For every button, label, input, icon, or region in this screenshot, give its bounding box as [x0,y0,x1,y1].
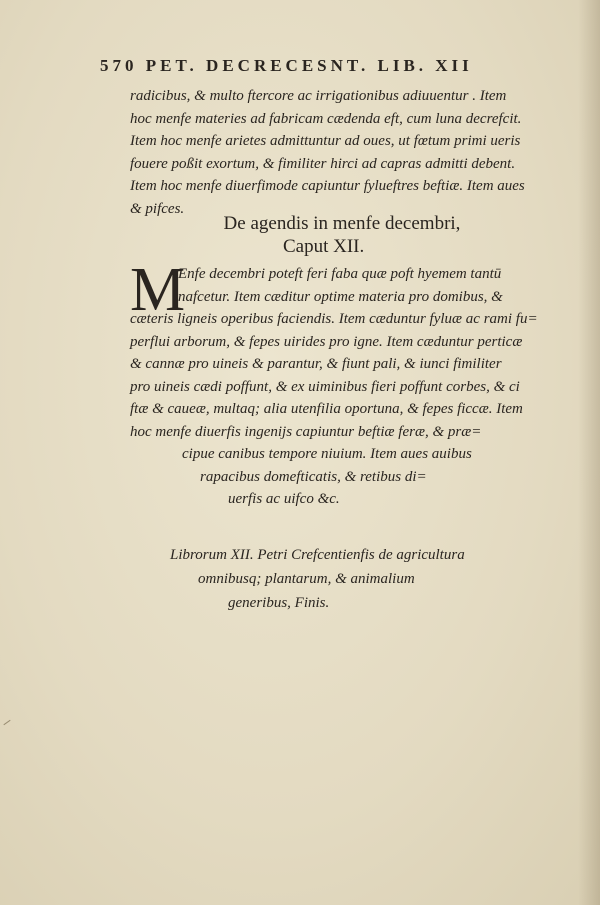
text-line: radicibus, & multo ftercore ac irrigationibus adiuuentur . Item [130,88,507,104]
top-paragraph [130,85,540,220]
text-line: Item hoc menfe diuerfimode capiuntur fylueftres beftiæ. Item aues [130,178,525,194]
text-line: uerfis ac uifco &c. [228,491,340,507]
text-line: perflui arborum, & fepes uirides pro igne. Item cæduntur perticæ [130,333,523,350]
running-header [100,56,530,76]
colophon-line: generibus, Finis. [228,595,330,611]
text-line: hoc menfe materies ad fabricam cædenda eft, cum luna decrefcit. [130,110,522,127]
text-line: cipue canibus tempore niuium. Item aues auibus [182,446,472,462]
text-line: Enfe decembri poteft feri faba quæ poft hyemem tantū [178,266,502,282]
page-number: 570 [100,56,138,75]
page-edge-shadow [578,0,600,905]
text-line: pro uineis cædi poffunt, & ex uiminibus fieri poffunt corbes, & ci [130,378,520,395]
text-line: & pifces. [130,200,185,217]
colophon-line: omnibusq; plantarum, & animalium [198,571,415,587]
text-line: & cannæ pro uineis & parantur, & fiunt pali, & iunci fimiliter [130,356,502,372]
colophon [170,543,520,615]
margin-mark [3,720,10,725]
running-title: PET. DECRECESNT. LIB. XII [145,56,473,75]
drop-cap: M [130,256,186,324]
text-line: ftæ & caueæ, multaq; alia utenfilia oportuna, & fepes ficcæ. Item [130,401,523,417]
chapter-body [130,256,540,511]
text-line: cæteris ligneis operibus faciendis. Item cæduntur fyluæ ac rami fu= [130,311,538,327]
text-line: nafcetur. Item cæditur optime materia pro domibus, & [178,288,503,305]
text-line: hoc menfe diuerfis ingenijs capiuntur beftiæ feræ, & præ= [130,423,482,440]
colophon-line: Librorum XII. Petri Crefcentienfis de agricultura [170,547,465,563]
text-line: fouere poßit exortum, & fimiliter hirci ad capras admitti debent. [130,155,516,172]
chapter-title: De agendis in menfe decembri, [223,213,461,234]
chapter-number: Caput XII. [283,236,365,257]
text-line: Item hoc menfe arietes admittuntur ad oues, ut fœtum primi ueris [130,133,521,149]
text-line: rapacibus domefticatis, & retibus di= [200,468,427,485]
chapter-heading [207,212,477,258]
